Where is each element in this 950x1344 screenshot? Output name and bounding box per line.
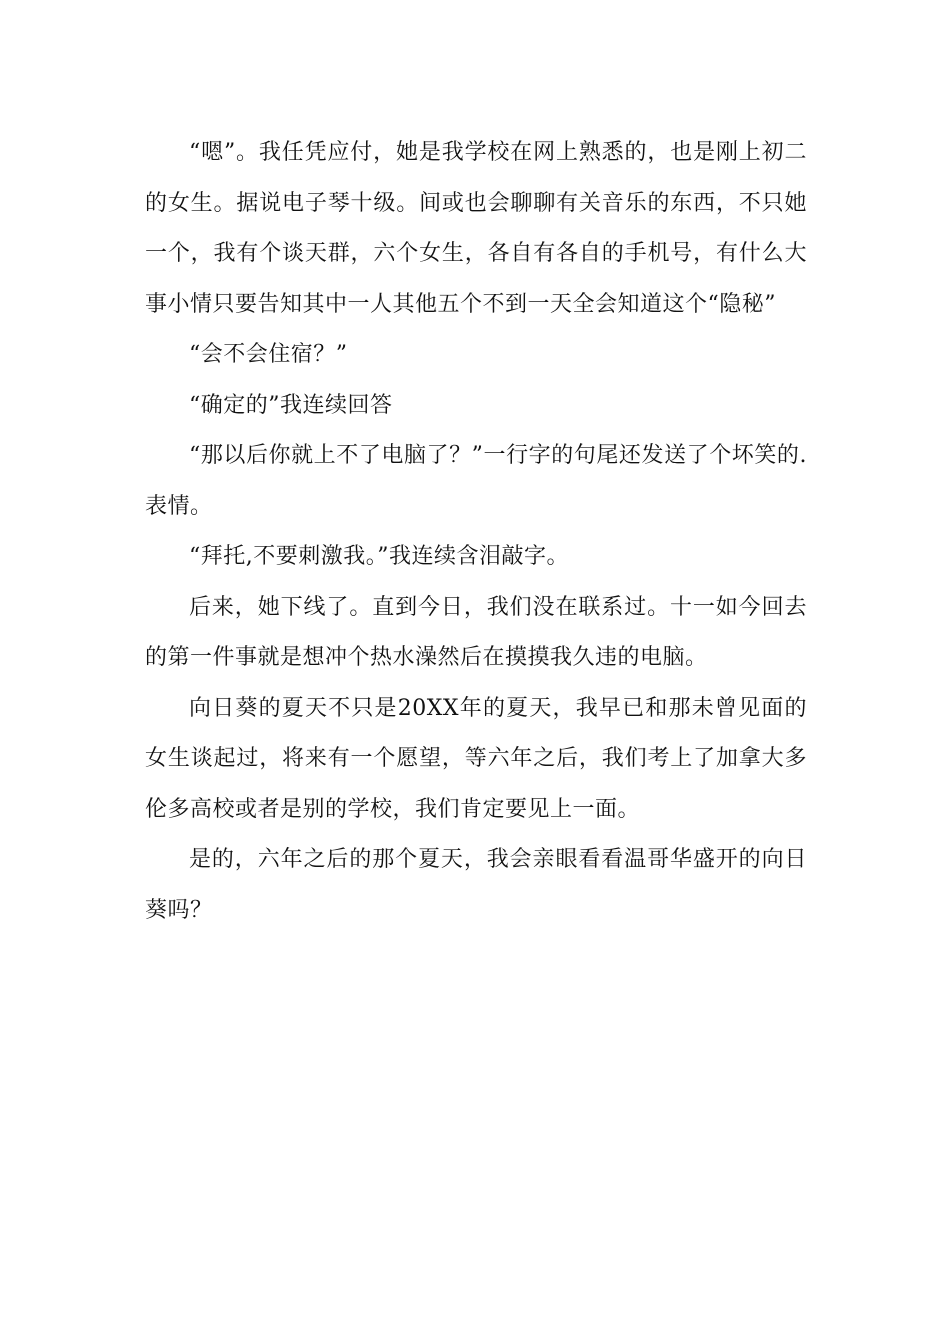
paragraph-8: 是的，六年之后的那个夏天，我会亲眼看看温哥华盛开的向日葵吗？ bbox=[145, 847, 807, 923]
paragraph-7: 向日葵的夏天不只是20XX年的夏天，我早已和那未曾见面的女生谈起过，将来有一个愿望，等六年之后，我们考上了加拿大多伦多高校或者是别的学校，我们肯定要见上一面。 bbox=[145, 695, 807, 822]
paragraph-5: “拜托,不要刺激我。”我连续含泪敲字。 bbox=[189, 544, 569, 569]
paragraph-6: 后来，她下线了。直到今日，我们没在联系过。十一如今回去的第一件事就是想冲个热水澡然后在摸摸我久违的电脑。 bbox=[145, 594, 807, 670]
paragraph-2: “会不会住宿？” bbox=[189, 342, 348, 367]
paragraph-3: “确定的”我连续回答 bbox=[189, 392, 393, 418]
document-body bbox=[145, 128, 807, 936]
paragraph-1: “嗯”。我任凭应付，她是我学校在网上熟悉的，也是刚上初二的女生。据说电子琴十级。间或也会聊聊有关音乐的东西，不只她一个，我有个谈天群，六个女生，各自有各自的手机号，有什么大事小情只要告知其中一人其他五个不到一天全会知道这个“隐秘” bbox=[145, 140, 807, 317]
paragraph-4: “那以后你就上不了电脑了？”一行字的句尾还发送了个坏笑的.表情。 bbox=[145, 443, 807, 519]
